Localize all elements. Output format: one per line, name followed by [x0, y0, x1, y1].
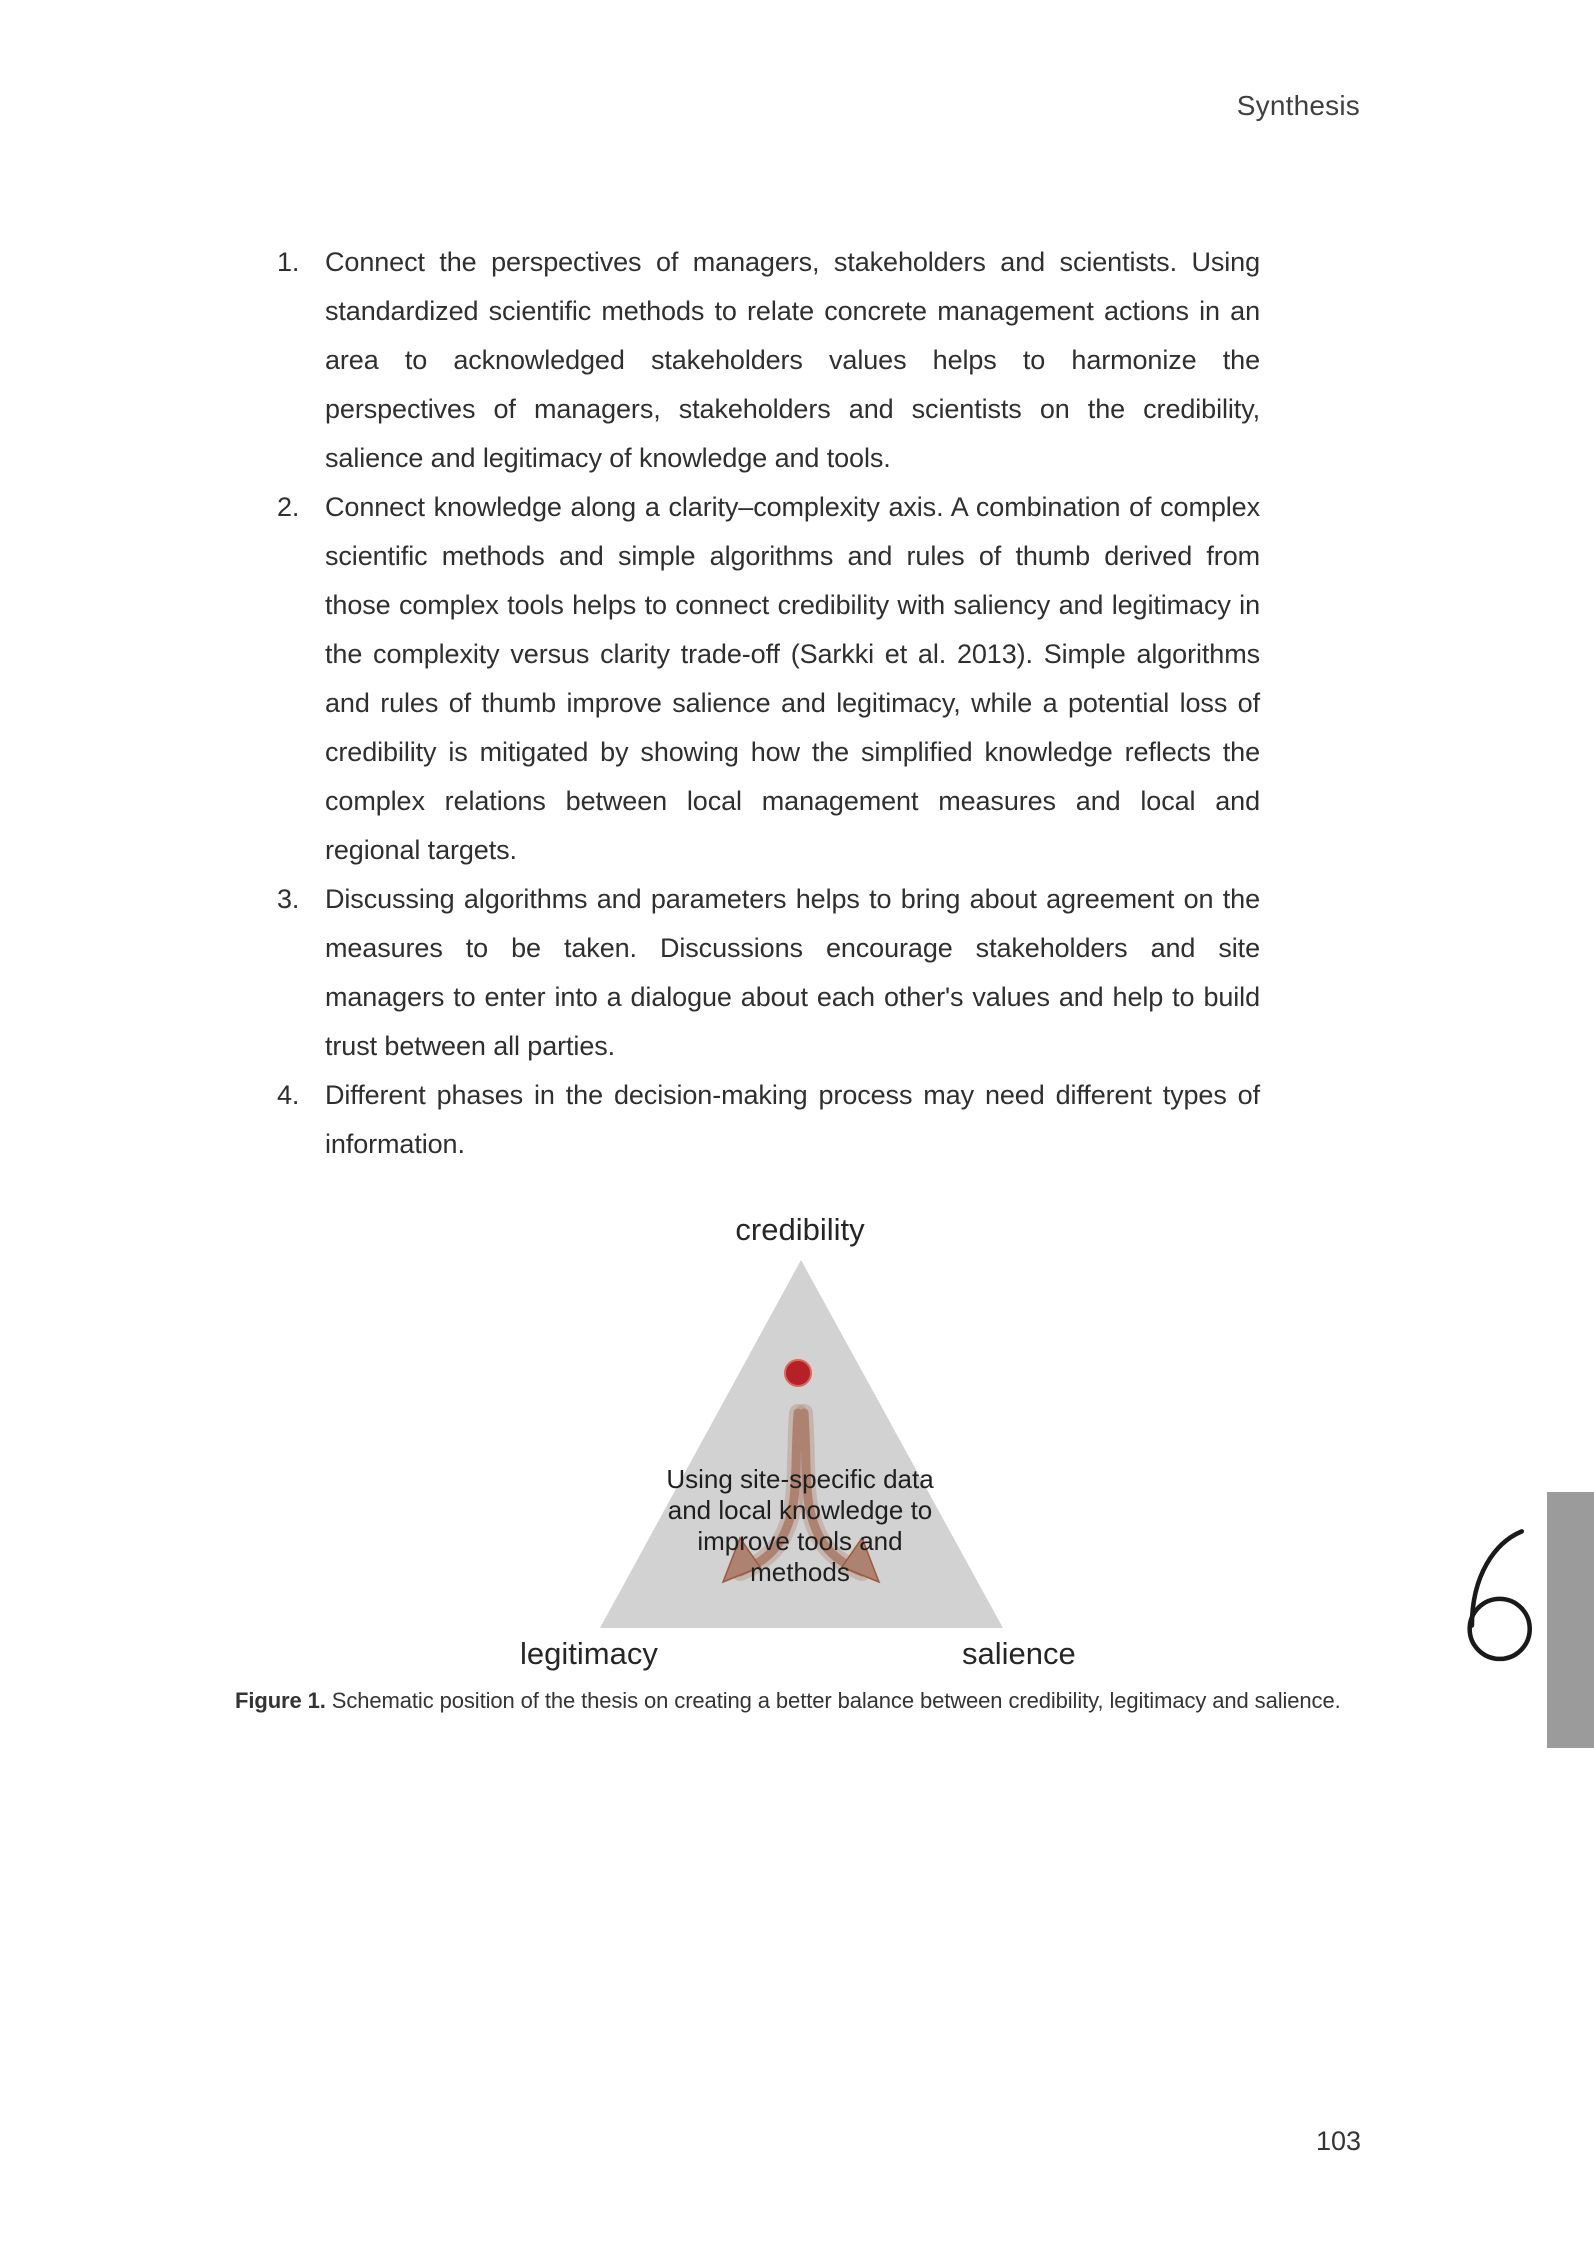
figure-caption-label: Figure 1.	[235, 1688, 326, 1713]
triangle-label-credibility: credibility	[735, 1212, 865, 1247]
inner-text-line: improve tools and	[697, 1526, 903, 1556]
figure-1	[235, 1212, 1365, 1752]
list-item-text: Connect the perspectives of managers, stakeholders and scientists. Using standardized scientific methods to relate concrete management actions in an area to acknowledged stakeholders values helps to harmonize the perspectives of managers, stakeholders and scientists on the credibility, salience and legitimacy of knowledge and tools.	[325, 247, 1260, 473]
list-item-number: 4.	[277, 1080, 300, 1110]
list-item	[277, 1071, 1260, 1169]
chapter-number-glyph	[1464, 1528, 1532, 1664]
running-header: Synthesis	[1236, 90, 1360, 121]
list-item	[277, 483, 1260, 875]
chapter-number-bowl	[1470, 1599, 1530, 1659]
inner-text-line: Using site-specific data	[666, 1464, 934, 1494]
list-item-number: 3.	[277, 884, 300, 914]
chapter-tab	[1547, 1492, 1594, 1748]
chapter-number-spine	[1472, 1531, 1522, 1625]
thesis-position-dot	[785, 1360, 811, 1386]
inner-text-line: and local knowledge to	[667, 1495, 933, 1525]
triangle-inner-text	[635, 1464, 965, 1588]
triangle-label-salience: salience	[962, 1636, 1076, 1671]
triangle-label-legitimacy: legitimacy	[520, 1636, 658, 1671]
numbered-list	[277, 238, 1260, 1169]
figure-caption	[235, 1688, 1485, 1714]
list-item-text: Connect knowledge along a clarity–complexity axis. A combination of complex scientific methods and simple algorithms and rules of thumb derived from those complex tools helps to connect credibility with saliency and legitimacy in the complexity versus clarity trade-off (Sarkki et al. 2013). Simple algorithms and rules of thumb improve salience and legitimacy, while a potential loss of credibility is mitigated by showing how the simplified knowledge reflects the complex relations between local management measures and local and regional targets.	[325, 492, 1260, 865]
list-item	[277, 238, 1260, 483]
list-item-text: Different phases in the decision-making process may need different types of information.	[325, 1080, 1260, 1159]
page-number: 103	[1316, 2126, 1362, 2156]
inner-text-line: methods	[750, 1557, 850, 1587]
list-item-text: Discussing algorithms and parameters helps to bring about agreement on the measures to be taken. Discussions encourage stakeholders and site managers to enter into a dialogue about each other's values and help to build trust between all parties.	[325, 884, 1260, 1061]
list-item	[277, 875, 1260, 1071]
list-item-number: 1.	[277, 247, 300, 277]
figure-caption-text: Schematic position of the thesis on creating a better balance between credibility, legitimacy and salience.	[325, 1688, 1341, 1713]
list-item-number: 2.	[277, 492, 300, 522]
